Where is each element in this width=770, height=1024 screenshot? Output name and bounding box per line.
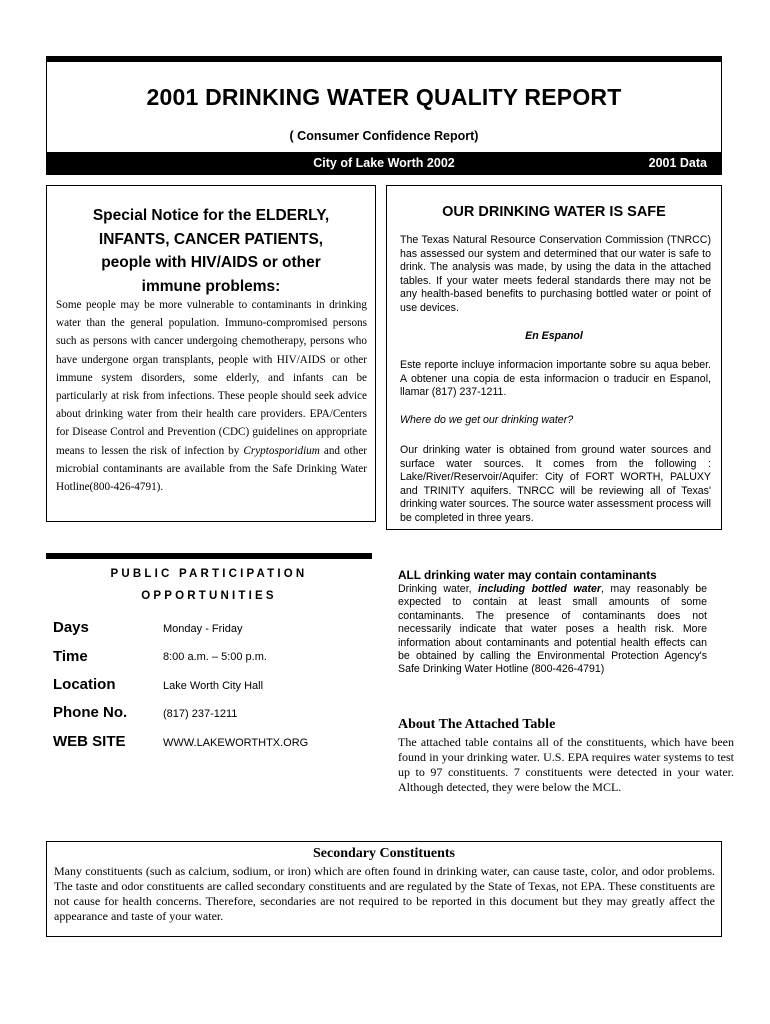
special-notice-body xyxy=(56,296,367,496)
special-notice-heading xyxy=(47,204,375,298)
phone-value: (817) 237-1211 xyxy=(163,708,238,720)
bottled-water-emphasis: including bottled water xyxy=(478,583,602,595)
water-safe-box xyxy=(386,185,722,530)
location-value: Lake Worth City Hall xyxy=(163,680,264,692)
contaminants-text: Drinking water, xyxy=(398,583,479,595)
time-value: 8:00 a.m. – 5:00 p.m. xyxy=(163,651,267,663)
notice-text: Some people may be more vulnerable to contaminants in drinking water than the general population. Immuno-compromised persons such as persons with cancer undergoing chemotherapy, persons who have undergone organ transplants, people with HIV/AIDS or other immune system disorders, some elderly, and infants can be particularly at risk from infections. These people should seek advice about drinking water from their health care providers. EPA/Centers for Disease Control and Prevention (CDC) guidelines on appropriate means to lessen the risk of infection by xyxy=(56,299,367,457)
contaminants-body xyxy=(398,583,707,677)
title-bar xyxy=(47,152,721,174)
spanish-paragraph: Este reporte incluye informacion importante sobre su aqua beber. A obtener una copia de esta informacion o traducir en Espanol, llamar (817) 237-1211. xyxy=(400,359,711,398)
about-table-heading: About The Attached Table xyxy=(398,717,556,732)
contaminants-text-end: , may reasonably be expected to contain at least small amounts of some contaminants. The presence of contaminants does not necessarily indicate that water poses a health risk. More information about contaminants and potential health effects can be obtained by calling the Environmental Protection Agency's Safe Drinking Water Hotline (800-426-4791) xyxy=(398,583,707,676)
section-divider xyxy=(46,553,372,559)
water-source-question: Where do we get our drinking water? xyxy=(400,414,574,426)
participation-subtitle: OPPORTUNITIES xyxy=(141,590,277,602)
notice-italic-term: Cryptosporidium xyxy=(243,444,320,457)
location-label: Location xyxy=(53,676,116,693)
tnrcc-paragraph: The Texas Natural Resource Conservation Commission (TNRCC) has assessed our system and determined that our water is safe to drink. The analysis was made, by using the data in the attached tables. If your water meets federal standards there may not be any health-based benefits to purchasing bottled water or point of use devices. xyxy=(400,234,711,314)
days-label: Days xyxy=(53,619,89,636)
data-year-label: 2001 Data xyxy=(648,156,707,170)
water-safe-heading: OUR DRINKING WATER IS SAFE xyxy=(442,204,666,220)
days-value: Monday - Friday xyxy=(163,623,243,635)
website-value: WWW.LAKEWORTHTX.ORG xyxy=(163,737,309,749)
website-label: WEB SITE xyxy=(53,733,126,750)
page-subtitle: ( Consumer Confidence Report) xyxy=(289,129,479,143)
city-year-label: City of Lake Worth 2002 xyxy=(313,156,455,170)
espanol-heading: En Espanol xyxy=(525,330,583,342)
heading-line: people with HIV/AIDS or other xyxy=(101,254,321,271)
water-source-paragraph: Our drinking water is obtained from ground water sources and surface water sources. It comes from the following : Lake/River/Reservoir/Aquifer: City of FORT WORTH, PALUXY and TRINITY aquifers. TNRCC will be reviewing all of Texas' drinking water sources. The source water assessment process will be completed in three years. xyxy=(400,444,711,524)
time-label: Time xyxy=(53,648,88,665)
heading-line: Special Notice for the ELDERLY, xyxy=(92,207,330,224)
special-notice-box xyxy=(46,185,376,522)
about-table-body: The attached table contains all of the constituents, which have been found in your drinking water. U.S. EPA requires water systems to test up to 97 constituents. 7 constituents were detected in your water. Although detected, they were below the MCL. xyxy=(398,735,734,794)
heading-line: immune problems: xyxy=(141,277,281,295)
secondary-constituents-heading: Secondary Constituents xyxy=(313,846,455,861)
contaminants-heading: ALL drinking water may contain contaminants xyxy=(398,568,657,582)
notice-text-end: and other microbial contaminants are available from the Safe Drinking Water Hotline(800-426-4791). xyxy=(56,444,368,494)
secondary-constituents-box xyxy=(46,841,722,937)
heading-line: INFANTS, CANCER PATIENTS, xyxy=(98,230,324,248)
participation-title: PUBLIC PARTICIPATION xyxy=(110,568,308,580)
page-title: 2001 DRINKING WATER QUALITY REPORT xyxy=(146,84,622,110)
report-header xyxy=(46,56,722,175)
secondary-constituents-body: Many constituents (such as calcium, sodium, or iron) which are often found in drinking water, can cause taste, color, and odor problems. The taste and odor constituents are called secondary constituents and are regulated by the State of Texas, not EPA. These constituents are not cause for health concerns. Therefore, secondaries are not required to be reported in this document but they may greatly affect the appearance and taste of your water. xyxy=(54,864,715,923)
phone-label: Phone No. xyxy=(53,704,128,721)
